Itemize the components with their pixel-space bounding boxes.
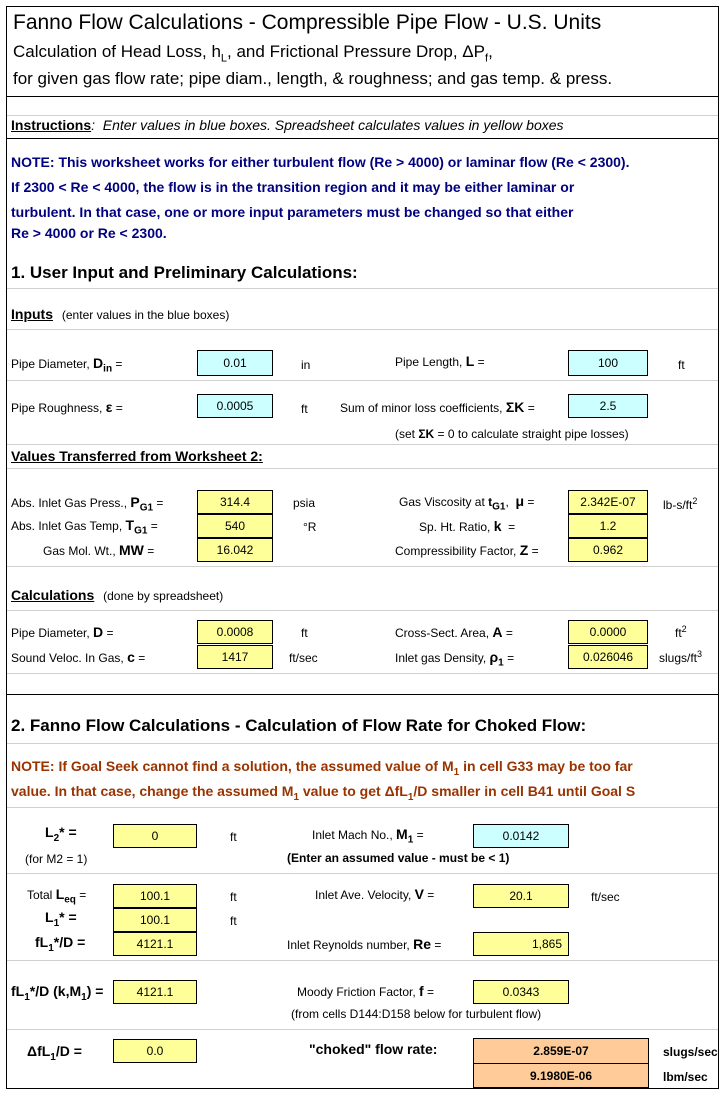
l1-unit: ft	[230, 914, 237, 928]
calc-diameter-label: Pipe Diameter, D =	[11, 624, 114, 640]
inlet-temp-unit: °R	[303, 520, 317, 534]
dfl-value: 0.0	[113, 1039, 197, 1063]
leq-value: 100.1	[113, 884, 197, 908]
grid-line	[7, 610, 718, 611]
minor-loss-note: (set ΣK = 0 to calculate straight pipe losses)	[395, 427, 629, 441]
note-line-4: Re > 4000 or Re < 2300.	[11, 225, 167, 241]
calc-diameter-value: 0.0008	[197, 620, 273, 644]
calculations-heading: Calculations (done by spreadsheet)	[11, 587, 224, 603]
calc-diameter-unit: ft	[301, 626, 308, 640]
density-unit: slugs/$ft^3$	[659, 649, 703, 665]
sound-veloc-value: 1417	[197, 645, 273, 669]
minor-loss-label: Sum of minor loss coefficients, ΣK =	[340, 399, 535, 415]
pipe-length-label: Pipe Length, L =	[395, 353, 485, 369]
grid-line	[7, 444, 718, 445]
area-unit: $ft^2$	[675, 624, 687, 640]
grid-line	[7, 329, 718, 330]
choked-flow-lbm-value: 9.1980E-06	[473, 1063, 649, 1088]
subtitle-line-2: for given gas flow rate; pipe diam., length, & roughness; and gas temp. & press.	[13, 69, 613, 88]
compress-label: Compressibility Factor, Z =	[395, 542, 539, 558]
velocity-unit: ft/sec	[591, 890, 620, 904]
grid-line	[7, 115, 718, 116]
mach-input[interactable]: 0.0142	[473, 824, 569, 848]
compress-value: 0.962	[568, 538, 648, 562]
minor-loss-input[interactable]: 2.5	[568, 394, 648, 418]
grid-line	[7, 873, 718, 874]
reynolds-value: 1,865	[473, 932, 569, 956]
area-value: 0.0000	[568, 620, 648, 644]
mol-wt-label: Gas Mol. Wt., MW =	[43, 542, 155, 558]
velocity-label: Inlet Ave. Velocity, V =	[315, 886, 435, 902]
grid-line	[7, 380, 718, 381]
section-2-heading: 2. Fanno Flow Calculations - Calculation of Flow Rate for Choked Flow:	[11, 716, 587, 735]
grid-line	[7, 566, 718, 567]
leq-label: Total $L_{eq}$ =	[27, 886, 87, 906]
heat-ratio-value: 1.2	[568, 514, 648, 538]
pipe-length-input[interactable]: 100	[568, 350, 648, 376]
viscosity-label: Gas Viscosity at $t_{G1}$, μ =	[399, 493, 535, 513]
viscosity-unit: $lb-s/ft^2$	[663, 496, 698, 512]
spreadsheet	[6, 6, 719, 1089]
note-line-1: NOTE: This worksheet works for either turbulent flow (Re > 4000) or laminar flow (Re < 2300).	[11, 154, 630, 170]
page-title: Fanno Flow Calculations - Compressible Pipe Flow - U.S. Units	[13, 11, 602, 34]
sound-veloc-unit: ft/sec	[289, 651, 318, 665]
choked-flow-lbm-unit: lbm/sec	[663, 1070, 708, 1084]
moody-value: 0.0343	[473, 980, 569, 1004]
mach-label: Inlet Mach No., $M_1$ =	[312, 826, 424, 846]
fl1d-value: 4121.1	[113, 932, 197, 956]
grid-line	[7, 743, 718, 744]
note-line-3: turbulent. In that case, one or more input parameters must be changed so that either	[11, 204, 574, 220]
pipe-roughness-input[interactable]: 0.0005	[197, 394, 273, 418]
area-label: Cross-Sect. Area, A =	[395, 624, 513, 640]
reynolds-label: Inlet Reynolds number, Re =	[287, 936, 442, 952]
inlet-temp-label: Abs. Inlet Gas Temp, $T_{G1}$ =	[11, 517, 158, 537]
inlet-press-label: Abs. Inlet Gas Press., $P_{G1}$ =	[11, 494, 164, 514]
section-1-heading: 1. User Input and Preliminary Calculations:	[11, 263, 358, 282]
fl1dk-value: 4121.1	[113, 980, 197, 1004]
goal-seek-note-2: value. In that case, change the assumed $M_1$ value to get ΔfL$_1$/D smaller in cell B41 until Goal S	[11, 783, 636, 803]
pipe-roughness-label: Pipe Roughness, ε =	[11, 399, 123, 415]
grid-line	[7, 807, 718, 808]
pipe-diameter-input[interactable]: 0.01	[197, 350, 273, 376]
mach-note: (Enter an assumed value - must be < 1)	[287, 851, 510, 865]
choked-flow-slugs-unit: slugs/sec	[663, 1045, 718, 1059]
velocity-value: 20.1	[473, 884, 569, 908]
leq-unit: ft	[230, 890, 237, 904]
moody-note: (from cells D144:D158 below for turbulent flow)	[291, 1007, 542, 1021]
moody-label: Moody Friction Factor, f =	[297, 983, 435, 999]
subtitle-line-1: Calculation of Head Loss, $h_L$, and Frictional Pressure Drop, $\Delta P_f$,	[13, 42, 493, 65]
divider	[7, 138, 718, 139]
density-value: 0.026046	[568, 645, 648, 669]
l2-label: $L_2*$ =	[45, 824, 77, 844]
l2-unit: ft	[230, 830, 237, 844]
grid-line	[7, 468, 718, 469]
inputs-heading: Inputs (enter values in the blue boxes)	[11, 306, 230, 322]
inlet-press-value: 314.4	[197, 490, 273, 514]
grid-line	[7, 288, 718, 289]
transferred-heading: Values Transferred from Worksheet 2:	[11, 448, 263, 464]
pipe-diameter-unit: in	[301, 358, 311, 372]
l2-value: 0	[113, 824, 197, 848]
fl1d-label: $fL_1*/D$ =	[35, 934, 86, 954]
instructions: Instructions: Enter values in blue boxes. Spreadsheet calculates values in yellow boxes	[11, 117, 564, 133]
heat-ratio-label: Sp. Ht. Ratio, k =	[419, 518, 516, 534]
goal-seek-note-1: NOTE: If Goal Seek cannot find a solution, the assumed value of $M_1$ in cell G33 may be too far	[11, 758, 633, 778]
divider	[7, 694, 718, 695]
divider	[7, 96, 718, 97]
pipe-diameter-label: Pipe Diameter, $D_{in}$ =	[11, 355, 123, 375]
sound-veloc-label: Sound Veloc. In Gas, c =	[11, 649, 146, 665]
fl1dk-label: $fL_1*/D$ $(k,M_1)$ =	[11, 983, 104, 1003]
pipe-roughness-unit: ft	[301, 402, 308, 416]
choked-label: "choked" flow rate:	[309, 1041, 438, 1057]
choked-flow-slugs-value: 2.859E-07	[473, 1038, 649, 1064]
grid-line	[7, 960, 718, 961]
dfl-label: ΔfL$_1$/D =	[27, 1043, 82, 1063]
density-label: Inlet gas Density, $\rho_1$ =	[395, 649, 515, 669]
l1-value: 100.1	[113, 908, 197, 932]
note-line-2: If 2300 < Re < 4000, the flow is in the transition region and it may be either laminar or	[11, 179, 575, 195]
l1-label: $L_1*$ =	[45, 909, 77, 929]
viscosity-value: 2.342E-07	[568, 490, 648, 514]
mol-wt-value: 16.042	[197, 538, 273, 562]
grid-line	[7, 1029, 718, 1030]
l2-note: (for M2 = 1)	[25, 852, 88, 866]
grid-line	[7, 673, 718, 674]
inlet-temp-value: 540	[197, 514, 273, 538]
inlet-press-unit: psia	[293, 496, 316, 510]
pipe-length-unit: ft	[678, 358, 685, 372]
